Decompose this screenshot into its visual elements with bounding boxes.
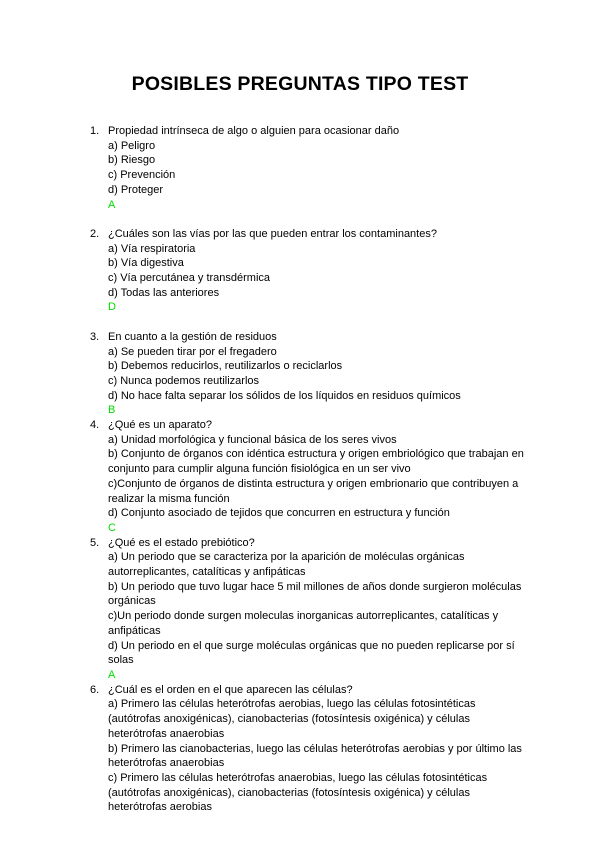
question-body: [108, 418, 526, 536]
option-d: d) No hace falta separar los sólidos de los líquidos en residuos químicos: [108, 389, 461, 402]
option-d: d) Proteger: [108, 183, 164, 196]
answer-key: C: [108, 521, 116, 534]
question-5: [0, 536, 600, 683]
question-number: 3.: [90, 330, 100, 343]
question-4: [0, 418, 600, 536]
option-c: c) Prevención: [108, 169, 176, 182]
question-number: 6.: [90, 683, 100, 696]
option-a: a) Primero las células heterótrofas aerobias, luego las células fotosintéticas (autótrofas anoxigénicas), cianobacterias (fotosíntesis oxigénica) y células heterótrofas anaerobias: [108, 698, 476, 740]
question-text: ¿Qué es el estado prebiótico?: [108, 536, 255, 549]
option-c: c) Nunca podemos reutilizarlos: [108, 374, 260, 387]
option-b: b) Riesgo: [108, 154, 156, 167]
option-a: a) Vía respiratoria: [108, 242, 196, 255]
option-a: a) Unidad morfológica y funcional básica de los seres vivos: [108, 433, 397, 446]
option-b: b) Un periodo que tuvo lugar hace 5 mil millones de años donde surgieron moléculas orgánicas: [108, 580, 522, 608]
option-c: c)Conjunto de órganos de distinta estructura y origen embrionario que contribuyen a realizar la misma función: [108, 477, 519, 505]
question-number: 1.: [90, 125, 100, 137]
option-d: d) Un periodo en el que surge moléculas orgánicas que no pueden replicarse por sí solas: [108, 639, 515, 667]
question-2: [0, 227, 600, 315]
spacer: [0, 212, 600, 227]
option-a: a) Peligro: [108, 139, 156, 152]
option-c: c) Vía percutánea y transdérmica: [108, 272, 271, 285]
option-c: c)Un periodo donde surgen moleculas inorganicas autorreplicantes, catalíticas y anfipáticas: [108, 610, 499, 637]
question-text: ¿Cuál es el orden en el que aparecen las células?: [108, 683, 353, 696]
option-a: a) Se pueden tirar por el fregadero: [108, 345, 277, 358]
option-c: c) Primero las células heterótrofas anaerobias, luego las células fotosintéticas (autótrofas anoxigénicas), cianobacterias (fotosíntesis oxigénica) y células heterótrofas aerobias: [108, 771, 488, 814]
answer-key: B: [108, 404, 116, 417]
spacer: [0, 315, 600, 330]
question-3: [0, 330, 600, 418]
question-body: [108, 330, 526, 418]
question-text: Propiedad intrínseca de algo o alguien para ocasionar daño: [108, 125, 400, 137]
question-number: 5.: [90, 536, 100, 549]
question-body: [108, 536, 526, 683]
answer-key: A: [108, 668, 116, 681]
answer-key: A: [108, 198, 116, 211]
answer-key: D: [108, 301, 116, 314]
page-title: POSIBLES PREGUNTAS TIPO TEST: [131, 73, 469, 95]
option-a: a) Un periodo que se caracteriza por la aparición de moléculas orgánicas autorreplicantes, catalíticas y anfipáticas: [108, 551, 465, 579]
option-b: b) Primero las cianobacterias, luego las células heterótrofas aerobias y por último las heterótrofas anaerobias: [108, 742, 522, 770]
option-b: b) Debemos reducirlos, reutilizarlos o reciclarlos: [108, 360, 343, 373]
question-body: [108, 683, 526, 815]
question-1: [0, 124, 600, 212]
option-b: b) Vía digestiva: [108, 257, 184, 270]
option-d: d) Conjunto asociado de tejidos que concurren en estructura y función: [108, 507, 450, 520]
question-body: [108, 124, 526, 212]
option-d: d) Todas las anteriores: [108, 286, 220, 299]
question-list: [0, 124, 600, 815]
question-text: ¿Qué es un aparato?: [108, 419, 212, 432]
question-text: En cuanto a la gestión de residuos: [108, 330, 277, 343]
option-b: b) Conjunto de órganos con idéntica estructura y origen embriológico que trabajan en conjunto para cumplir alguna función fisiológica en un ser vivo: [108, 448, 524, 476]
question-6: [0, 683, 600, 815]
question-number: 2.: [90, 227, 100, 240]
question-body: [108, 227, 526, 315]
question-text: ¿Cuáles son las vías por las que pueden entrar los contaminantes?: [108, 227, 437, 240]
question-number: 4.: [90, 419, 100, 432]
